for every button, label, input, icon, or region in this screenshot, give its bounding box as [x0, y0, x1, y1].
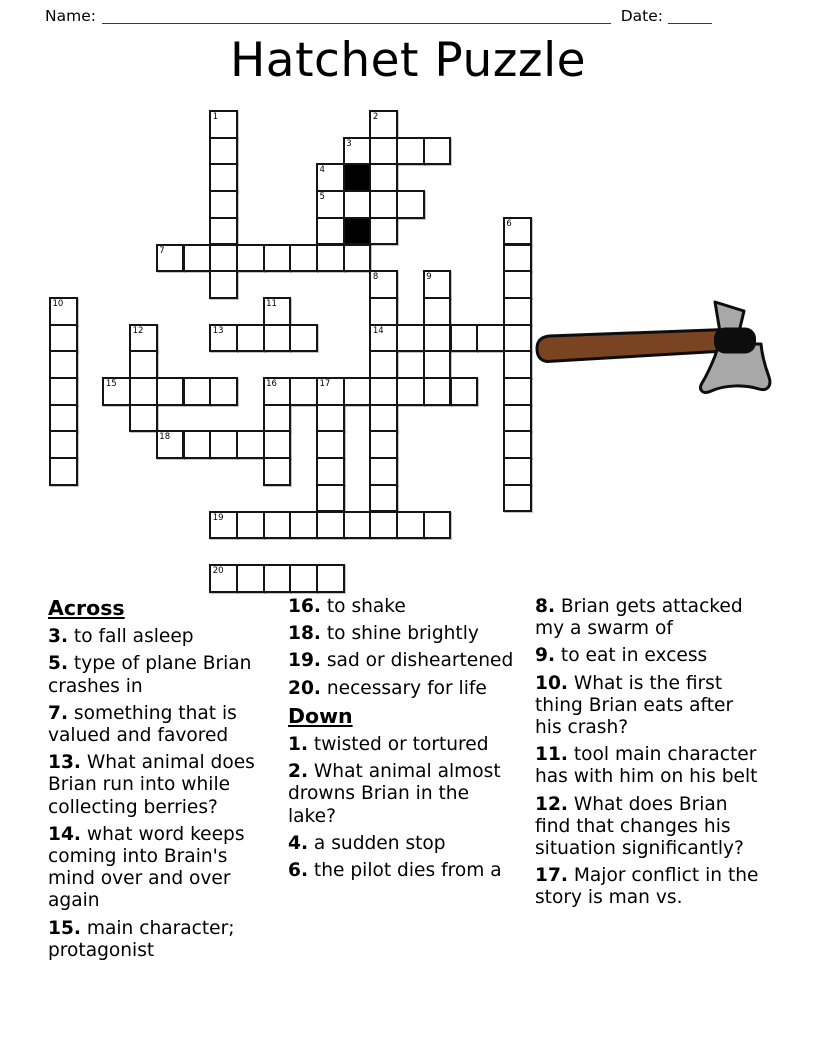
clue-item: 7. something that is valued and favored	[48, 702, 237, 747]
grid-cell[interactable]	[49, 457, 78, 486]
clue-number: 16.	[288, 596, 321, 617]
grid-cell[interactable]	[369, 190, 398, 219]
grid-cell[interactable]	[263, 564, 292, 593]
grid-cell[interactable]	[129, 350, 158, 379]
grid-cell[interactable]	[209, 163, 238, 192]
grid-cell[interactable]	[423, 324, 452, 353]
grid-cell[interactable]	[316, 217, 345, 246]
clue-number: 6.	[288, 860, 309, 882]
grid-cell[interactable]	[423, 297, 452, 326]
cell-number: 20	[212, 565, 224, 576]
clue-number: 20.	[288, 677, 321, 699]
grid-cell[interactable]	[209, 137, 238, 166]
grid-cell[interactable]	[49, 324, 78, 353]
grid-cell[interactable]	[396, 377, 425, 406]
grid-cell[interactable]	[369, 457, 398, 486]
grid-cell[interactable]	[156, 244, 185, 273]
grid-cell[interactable]	[343, 511, 372, 540]
grid-cell[interactable]	[423, 511, 452, 540]
grid-cell[interactable]	[236, 511, 265, 540]
worksheet-header	[45, 5, 712, 26]
grid-cell[interactable]	[209, 430, 238, 459]
grid-cell[interactable]	[263, 297, 292, 326]
cell-number: 4	[319, 165, 325, 176]
clue-section-heading-down: Down	[288, 703, 353, 728]
grid-cell[interactable]	[316, 244, 345, 273]
clue-number: 19.	[288, 650, 321, 672]
clue-item: 5. type of plane Brian crashes in	[48, 653, 252, 697]
grid-cell[interactable]	[209, 324, 238, 353]
clue-item: 14. what word keeps coming into Brain's mind over and over again	[48, 823, 245, 912]
grid-cell[interactable]	[369, 297, 398, 326]
grid-cell[interactable]	[503, 217, 532, 246]
grid-cell[interactable]	[316, 377, 345, 406]
grid-cell[interactable]	[503, 377, 532, 406]
cell-number: 3	[346, 138, 352, 149]
hatchet-collar	[714, 328, 756, 354]
cell-number: 17	[319, 379, 331, 389]
clue-column-across	[48, 596, 267, 967]
clue-number: 7.	[48, 702, 69, 724]
clue-number: 4.	[288, 832, 309, 854]
clue-item: 1. twisted or tortured	[288, 734, 489, 756]
grid-cell[interactable]	[289, 511, 318, 540]
grid-cell[interactable]	[129, 404, 158, 433]
cell-number: 14	[372, 325, 384, 336]
grid-cell[interactable]	[503, 404, 532, 433]
grid-cell[interactable]	[236, 324, 265, 353]
clue-item: 9. to eat in excess	[535, 645, 708, 667]
grid-cell[interactable]	[263, 244, 292, 273]
grid-cell[interactable]	[369, 350, 398, 379]
grid-cell[interactable]	[423, 377, 452, 406]
grid-cell[interactable]	[49, 404, 78, 433]
grid-cell[interactable]	[450, 377, 479, 406]
clue-number: 5.	[48, 653, 69, 675]
clue-number: 2.	[288, 761, 309, 783]
clue-item: 10. What is the first thing Brian eats after his crash?	[535, 672, 734, 739]
page-title: Hatchet Puzzle	[229, 33, 587, 88]
cell-number: 7	[159, 245, 165, 256]
clue-item: 11. tool main character has with him on his belt	[535, 744, 758, 788]
clue-item: 4. a sudden stop	[288, 832, 446, 854]
clue-item: 20. necessary for life	[288, 677, 487, 699]
clue-number: 15.	[48, 917, 81, 939]
grid-cell[interactable]	[183, 430, 212, 459]
grid-cell[interactable]	[209, 377, 238, 406]
hatchet-handle	[537, 330, 725, 362]
grid-cell[interactable]	[343, 244, 372, 273]
grid-cell[interactable]	[183, 244, 212, 273]
cell-number: 12	[132, 325, 144, 336]
grid-cell[interactable]	[183, 377, 212, 406]
grid-cell[interactable]	[156, 377, 185, 406]
cell-number: 5	[319, 192, 325, 203]
grid-cell[interactable]	[423, 350, 452, 379]
clue-item: 17. Major conflict in the story is man vs.	[535, 865, 759, 909]
grid-cell[interactable]	[156, 430, 185, 459]
hatchet-illustration	[533, 296, 779, 402]
grid-cell[interactable]	[503, 457, 532, 486]
grid-cell[interactable]	[49, 297, 78, 326]
grid-cell[interactable]	[503, 244, 532, 273]
grid-cell[interactable]	[129, 324, 158, 353]
cell-number: 11	[266, 298, 277, 309]
grid-cell[interactable]	[503, 484, 532, 513]
grid-cell[interactable]	[209, 270, 238, 299]
grid-cell[interactable]	[369, 484, 398, 513]
cell-number: 15	[105, 379, 117, 389]
grid-cell[interactable]	[289, 377, 318, 406]
clue-column-right	[535, 596, 762, 915]
grid-cell[interactable]	[423, 137, 452, 166]
grid-cell[interactable]	[209, 190, 238, 219]
grid-cell[interactable]	[369, 270, 398, 299]
clue-section-heading-across: Across	[48, 596, 125, 620]
cell-number: 13	[212, 325, 224, 336]
date-blank-line[interactable]	[668, 5, 712, 24]
grid-cell[interactable]	[396, 324, 425, 353]
clue-number: 10.	[535, 672, 568, 694]
name-label: Name:	[45, 7, 96, 25]
grid-cell[interactable]	[369, 324, 398, 353]
cell-number: 1	[212, 112, 219, 122]
grid-cell[interactable]	[316, 163, 345, 192]
black-cell	[343, 217, 372, 246]
grid-cell[interactable]	[316, 484, 345, 513]
grid-cell[interactable]	[263, 324, 292, 353]
clue-number: 9.	[535, 645, 556, 667]
cell-number: 10	[52, 298, 64, 309]
clue-number: 1.	[288, 734, 309, 756]
grid-cell[interactable]	[49, 350, 78, 379]
grid-cell[interactable]	[503, 350, 532, 379]
clue-number: 3.	[48, 626, 69, 648]
clue-number: 14.	[48, 823, 81, 845]
grid-cell[interactable]	[316, 190, 345, 219]
clue-item: 6. the pilot dies from a	[288, 860, 502, 882]
grid-cell[interactable]	[369, 404, 398, 433]
grid-cell[interactable]	[343, 377, 372, 406]
grid-cell[interactable]	[289, 244, 318, 273]
clue-item: 19. sad or disheartened	[288, 650, 514, 672]
grid-cell[interactable]	[236, 430, 265, 459]
grid-cell[interactable]	[102, 377, 131, 406]
clue-number: 8.	[535, 596, 556, 617]
grid-cell[interactable]	[289, 324, 318, 353]
grid-cell[interactable]	[263, 377, 292, 406]
grid-cell[interactable]	[263, 511, 292, 540]
clue-item: 15. main character; protagonist	[48, 917, 235, 961]
clue-number: 17.	[535, 865, 568, 887]
grid-cell[interactable]	[316, 430, 345, 459]
grid-cell[interactable]	[316, 511, 345, 540]
grid-cell[interactable]	[503, 297, 532, 326]
grid-cell[interactable]	[423, 270, 452, 299]
grid-cell[interactable]	[396, 137, 425, 166]
grid-cell[interactable]	[369, 511, 398, 540]
grid-cell[interactable]	[450, 324, 479, 353]
grid-cell[interactable]	[289, 564, 318, 593]
grid-cell[interactable]	[263, 404, 292, 433]
clue-item: 16. to shake	[288, 596, 406, 617]
grid-cell[interactable]	[236, 564, 265, 593]
grid-cell[interactable]	[369, 377, 398, 406]
grid-cell[interactable]	[503, 270, 532, 299]
grid-cell[interactable]	[209, 511, 238, 540]
cell-number: 2	[372, 112, 379, 122]
grid-cell[interactable]	[396, 511, 425, 540]
cell-number: 18	[159, 432, 171, 443]
cell-number: 16	[266, 379, 277, 389]
clue-item: 18. to shine brightly	[288, 623, 479, 645]
clue-column-middle	[288, 596, 519, 887]
name-blank-line[interactable]	[102, 5, 611, 24]
cell-number: 6	[506, 218, 512, 229]
grid-cell[interactable]	[316, 457, 345, 486]
grid-cell[interactable]	[369, 430, 398, 459]
grid-cell[interactable]	[343, 137, 372, 166]
clue-item: 8. Brian gets attacked my a swarm of	[535, 596, 743, 640]
clue-item: 13. What animal does Brian run into while collecting berries?	[48, 752, 255, 818]
grid-cell[interactable]	[503, 324, 532, 353]
date-label: Date:	[620, 7, 663, 25]
grid-cell[interactable]	[49, 377, 78, 406]
grid-cell[interactable]	[369, 110, 398, 139]
grid-cell[interactable]	[263, 457, 292, 486]
grid-cell[interactable]	[209, 110, 238, 139]
grid-cell[interactable]	[369, 163, 398, 192]
grid-cell[interactable]	[129, 377, 158, 406]
cell-number: 8	[372, 272, 379, 283]
grid-cell[interactable]	[396, 190, 425, 219]
clue-number: 13.	[48, 752, 81, 774]
grid-cell[interactable]	[343, 190, 372, 219]
grid-cell[interactable]	[369, 217, 398, 246]
cell-number: 9	[426, 272, 432, 283]
grid-cell[interactable]	[209, 217, 238, 246]
grid-cell[interactable]	[209, 564, 238, 593]
clue-item: 2. What animal almost drowns Brian in the lake?	[288, 761, 501, 827]
clue-item: 12. What does Brian find that changes his situation significantly?	[535, 793, 744, 860]
grid-cell[interactable]	[236, 244, 265, 273]
clue-item: 3. to fall asleep	[48, 626, 194, 648]
grid-cell[interactable]	[316, 404, 345, 433]
cell-number: 19	[212, 512, 224, 523]
grid-cell[interactable]	[369, 137, 398, 166]
clue-number: 18.	[288, 623, 321, 645]
grid-cell[interactable]	[316, 564, 345, 593]
grid-cell[interactable]	[263, 430, 292, 459]
grid-cell[interactable]	[503, 430, 532, 459]
grid-cell[interactable]	[209, 244, 238, 273]
grid-cell[interactable]	[476, 324, 505, 353]
grid-cell[interactable]	[49, 430, 78, 459]
clue-number: 12.	[535, 793, 568, 815]
black-cell	[343, 163, 372, 192]
clue-number: 11.	[535, 744, 568, 766]
